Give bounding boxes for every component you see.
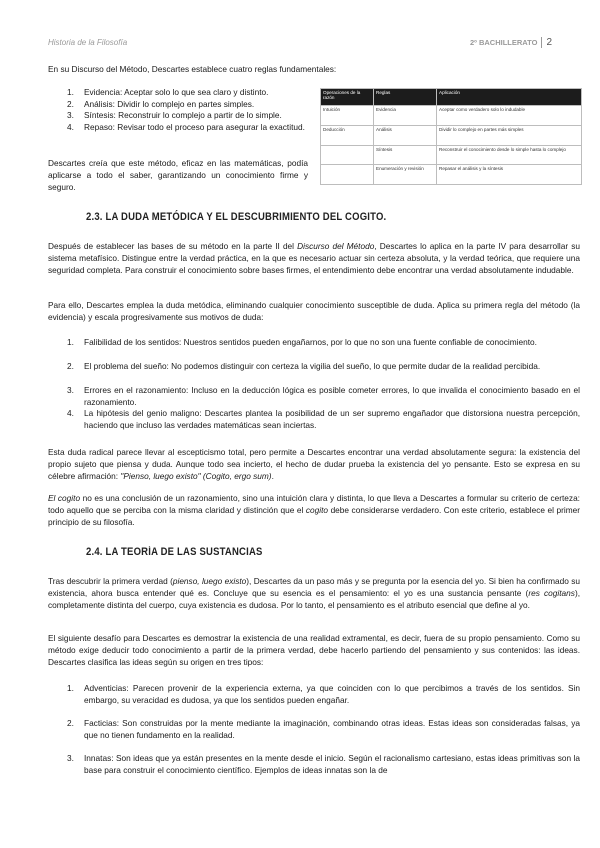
table-cell (321, 145, 374, 165)
table-cell: Síntesis (374, 145, 437, 165)
course-label: 2º BACHILLERATO (469, 38, 538, 47)
idea-item: 3. Innatas: Son ideas que ya están presentes en la mente desde el inicio. Según el racionalismo cartesiano, estas ideas primitivas son la base para construir el conocimiento científico. Ejemplos de ideas innatas son la de (67, 753, 580, 775)
idea-item: 2. Facticias: Son construidas por la mente mediante la imaginación, combinando otras ideas. Estas ideas son consideradas falsas, ya que no tienen fundamento en la realidad. (67, 718, 580, 740)
header-divider (541, 37, 542, 48)
paragraph: Esta duda radical parece llevar al escepticismo total, pero permite a Descartes encontrar una verdad absolutamente segura: la existencia del propio sujeto que piensa y duda. Aunque todo sea incierto, el hecho de dudar prueba la existencia del yo pensante. Esto se expresa en su célebre afirmación: "Pienso, luego existo" (Cogito, ergo sum). (48, 447, 580, 481)
method-rules-table (320, 88, 582, 185)
method-note: Descartes creía que este método, eficaz en las matemáticas, podía aplicarse a todo el saber, garantizando un conocimiento firme y seguro. (48, 158, 308, 192)
paragraph: Tras descubrir la primera verdad (pienso, luego existo), Descartes da un paso más y se pregunta por la esencia del yo. Si bien ha confirmado su existencia, ahora busca entender qué es. Concluye que su esencia es el pensamiento: el yo es una sustancia pensante (res cogitans), completamente distinta del cuerpo, cuya existencia es dudosa. Por lo tanto, el pensamiento es el atributo esencial que define al yo. (48, 576, 581, 610)
table-row (321, 145, 582, 165)
table-cell (321, 165, 374, 185)
idea-item: 1. Adventicias: Parecen provenir de la experiencia externa, ya que coinciden con lo que percibimos a través de los sentidos. Sin embargo, su veracidad es dudosa, ya que los sentidos pueden engañar. (67, 683, 580, 705)
table-row (321, 165, 582, 185)
paragraph: El cogito no es una conclusión de un razonamiento, sino una intuición clara y distinta, lo que lleva a Descartes a formular su criterio de certeza: todo aquello que se perciba con la misma claridad y distinción que el cogito debe considerarse verdadero. Con este criterio, establece el primer principio de su filosofía. (48, 493, 580, 527)
rules-intro: En su Discurso del Método, Descartes establece cuatro reglas fundamentales: (48, 64, 337, 74)
table-cell: Aceptar como verdadero solo lo indudable (437, 106, 582, 126)
running-header-right (470, 37, 552, 48)
rule-item: 4. Repaso: Revisar todo el proceso para asegurar la exactitud. (67, 121, 305, 132)
table-cell: Evidencia (374, 106, 437, 126)
paragraph: Después de establecer las bases de su método en la parte II del Discurso del Método, Descartes lo aplica en la parte IV para desarrollar su sistema metafísico. Distingue entre la verdad práctica, en la que es necesario actuar sin certeza absoluta, y la verdad teórica, que requiere una seguridad completa. Para construir el conocimiento sobre bases firmes, el entendimiento debe encontrar una verdad absolutamente indudable. (48, 241, 580, 275)
table-cell: Dividir lo complejo en partes más simples (437, 125, 582, 145)
paragraph: Para ello, Descartes emplea la duda metódica, eliminando cualquier conocimiento susceptible de duda. Aplica su primera regla del método (la evidencia) y escala progresivamente sus motivos de duda: (48, 300, 580, 322)
running-header-title: Historia de la Filosofía (48, 38, 128, 47)
table-header-cell: Reglas (374, 89, 437, 106)
section-heading-2-4: 2.4. LA TEORÍA DE LAS SUSTANCIAS (86, 546, 263, 559)
page-number: 2 (546, 37, 552, 48)
section-heading-2-3: 2.3. LA DUDA METÓDICA Y EL DESCUBRIMIENTO DEL COGITO. (86, 211, 387, 224)
doubt-item: 3. Errores en el razonamiento: Incluso en la deducción lógica es posible cometer errores, lo que invalida el conocimiento basado en el razonamiento. (67, 385, 580, 407)
doubt-item: 4. La hipótesis del genio maligno: Descartes plantea la posibilidad de un ser supremo engañador que distorsiona nuestra percepción, haciendo que incluso las verdades matemáticas sean inciertas. (67, 408, 580, 430)
doubt-item: 2. El problema del sueño: No podemos distinguir con certeza la vigilia del sueño, lo que permite dudar de la realidad percibida. (67, 361, 541, 371)
rule-item: 3. Síntesis: Reconstruir lo complejo a partir de lo simple. (67, 110, 282, 120)
table-cell: Repasar el análisis y la síntesis (437, 165, 582, 185)
table-cell: Intuición (321, 106, 374, 126)
table-cell: Análisis (374, 125, 437, 145)
rule-item: 1. Evidencia: Aceptar solo lo que sea claro y distinto. (67, 87, 269, 97)
table-header-cell: Operaciones de la razón (321, 89, 374, 106)
paragraph: El siguiente desafío para Descartes es demostrar la existencia de una realidad extramental, es decir, fuera de su propio pensamiento. Como su método exige deducir todo conocimiento a partir de la primera verdad, debe hacerlo partiendo del pensamiento y sus contenidos: las ideas. Descartes clasifica las ideas según su origen en tres tipos: (48, 633, 580, 667)
table-header-cell: Aplicación (437, 89, 582, 106)
table-cell: Enumeración y revisión (374, 165, 437, 185)
table-row (321, 125, 582, 145)
table-cell: Reconstruir el conocimiento desde lo simple hasta lo complejo (437, 145, 582, 165)
rule-item: 2. Análisis: Dividir lo complejo en partes simples. (67, 98, 255, 109)
table-header-row (321, 89, 582, 106)
doubt-item: 1. Falibilidad de los sentidos: Nuestros sentidos pueden engañarnos, por lo que no son una fuente confiable de conocimiento. (67, 337, 537, 347)
table-cell: Deducción (321, 125, 374, 145)
table-row (321, 106, 582, 126)
